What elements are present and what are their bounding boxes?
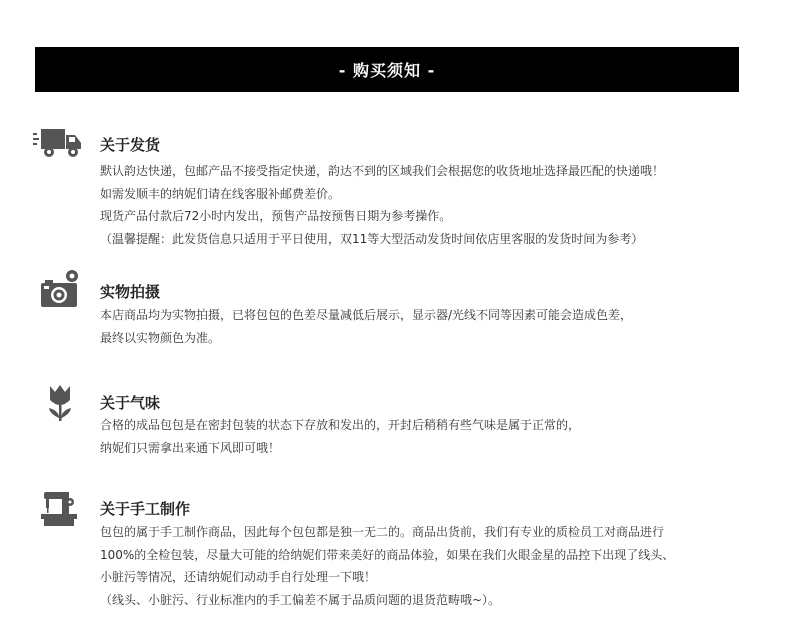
section-line: 纳妮们只需拿出来通下风即可哦！ [100,440,281,455]
section-line: 合格的成品包包是在密封包装的状态下存放和发出的，开封后稍稍有些气味是属于正常的， [100,418,581,432]
section-line: （线头、小脏污、行业标准内的手工偏差不属于品质问题的退货范畴哦~）。 [100,592,501,607]
section-line: 现货产品付款后72小时内发出，预售产品按预售日期为参考操作。 [100,209,452,223]
sewing-machine-icon [40,490,78,528]
section-line: 本店商品均为实物拍摄，已将包包的色差尽量减低后展示，显示器/光线不同等因素可能会造成色差， [100,308,633,322]
section-line: 小脏污等情况，还请纳妮们动动手自行处理一下哦！ [100,570,377,584]
camera-icon [40,269,80,309]
delivery-truck-icon [33,127,83,159]
section-title: 实物拍摄 [100,283,161,301]
section-title: 关于气味 [100,394,161,412]
section-line: 如需发顺丰的纳妮们请在线客服补邮费差价。 [100,186,341,201]
section-line: 最终以实物颜色为准。 [100,330,221,345]
section-line: （温馨提醒：此发货信息只适用于平日使用，双11等大型活动发货时间依店里客服的发货时间为参考） [100,231,644,246]
section-line: 包包的属于手工制作商品，因此每个包包都是独一无二的。商品出货前，我们有专业的质检员工对商品进行 [100,525,665,539]
section-line: 默认韵达快递，包邮产品不接受指定快递，韵达不到的区域我们会根据您的收货地址选择最匹配的快递哦！ [100,164,665,178]
section-title: 关于发货 [100,136,161,154]
section-line: 100%的全检包装，尽量大可能的给纳妮们带来美好的商品体验，如果在我们火眼金星的品控下出现了线头、 [100,547,675,562]
banner-title: - 购买须知 - [338,61,436,80]
flower-icon [46,384,74,422]
purchase-notice-banner [35,47,739,92]
section-title: 关于手工制作 [100,500,191,518]
